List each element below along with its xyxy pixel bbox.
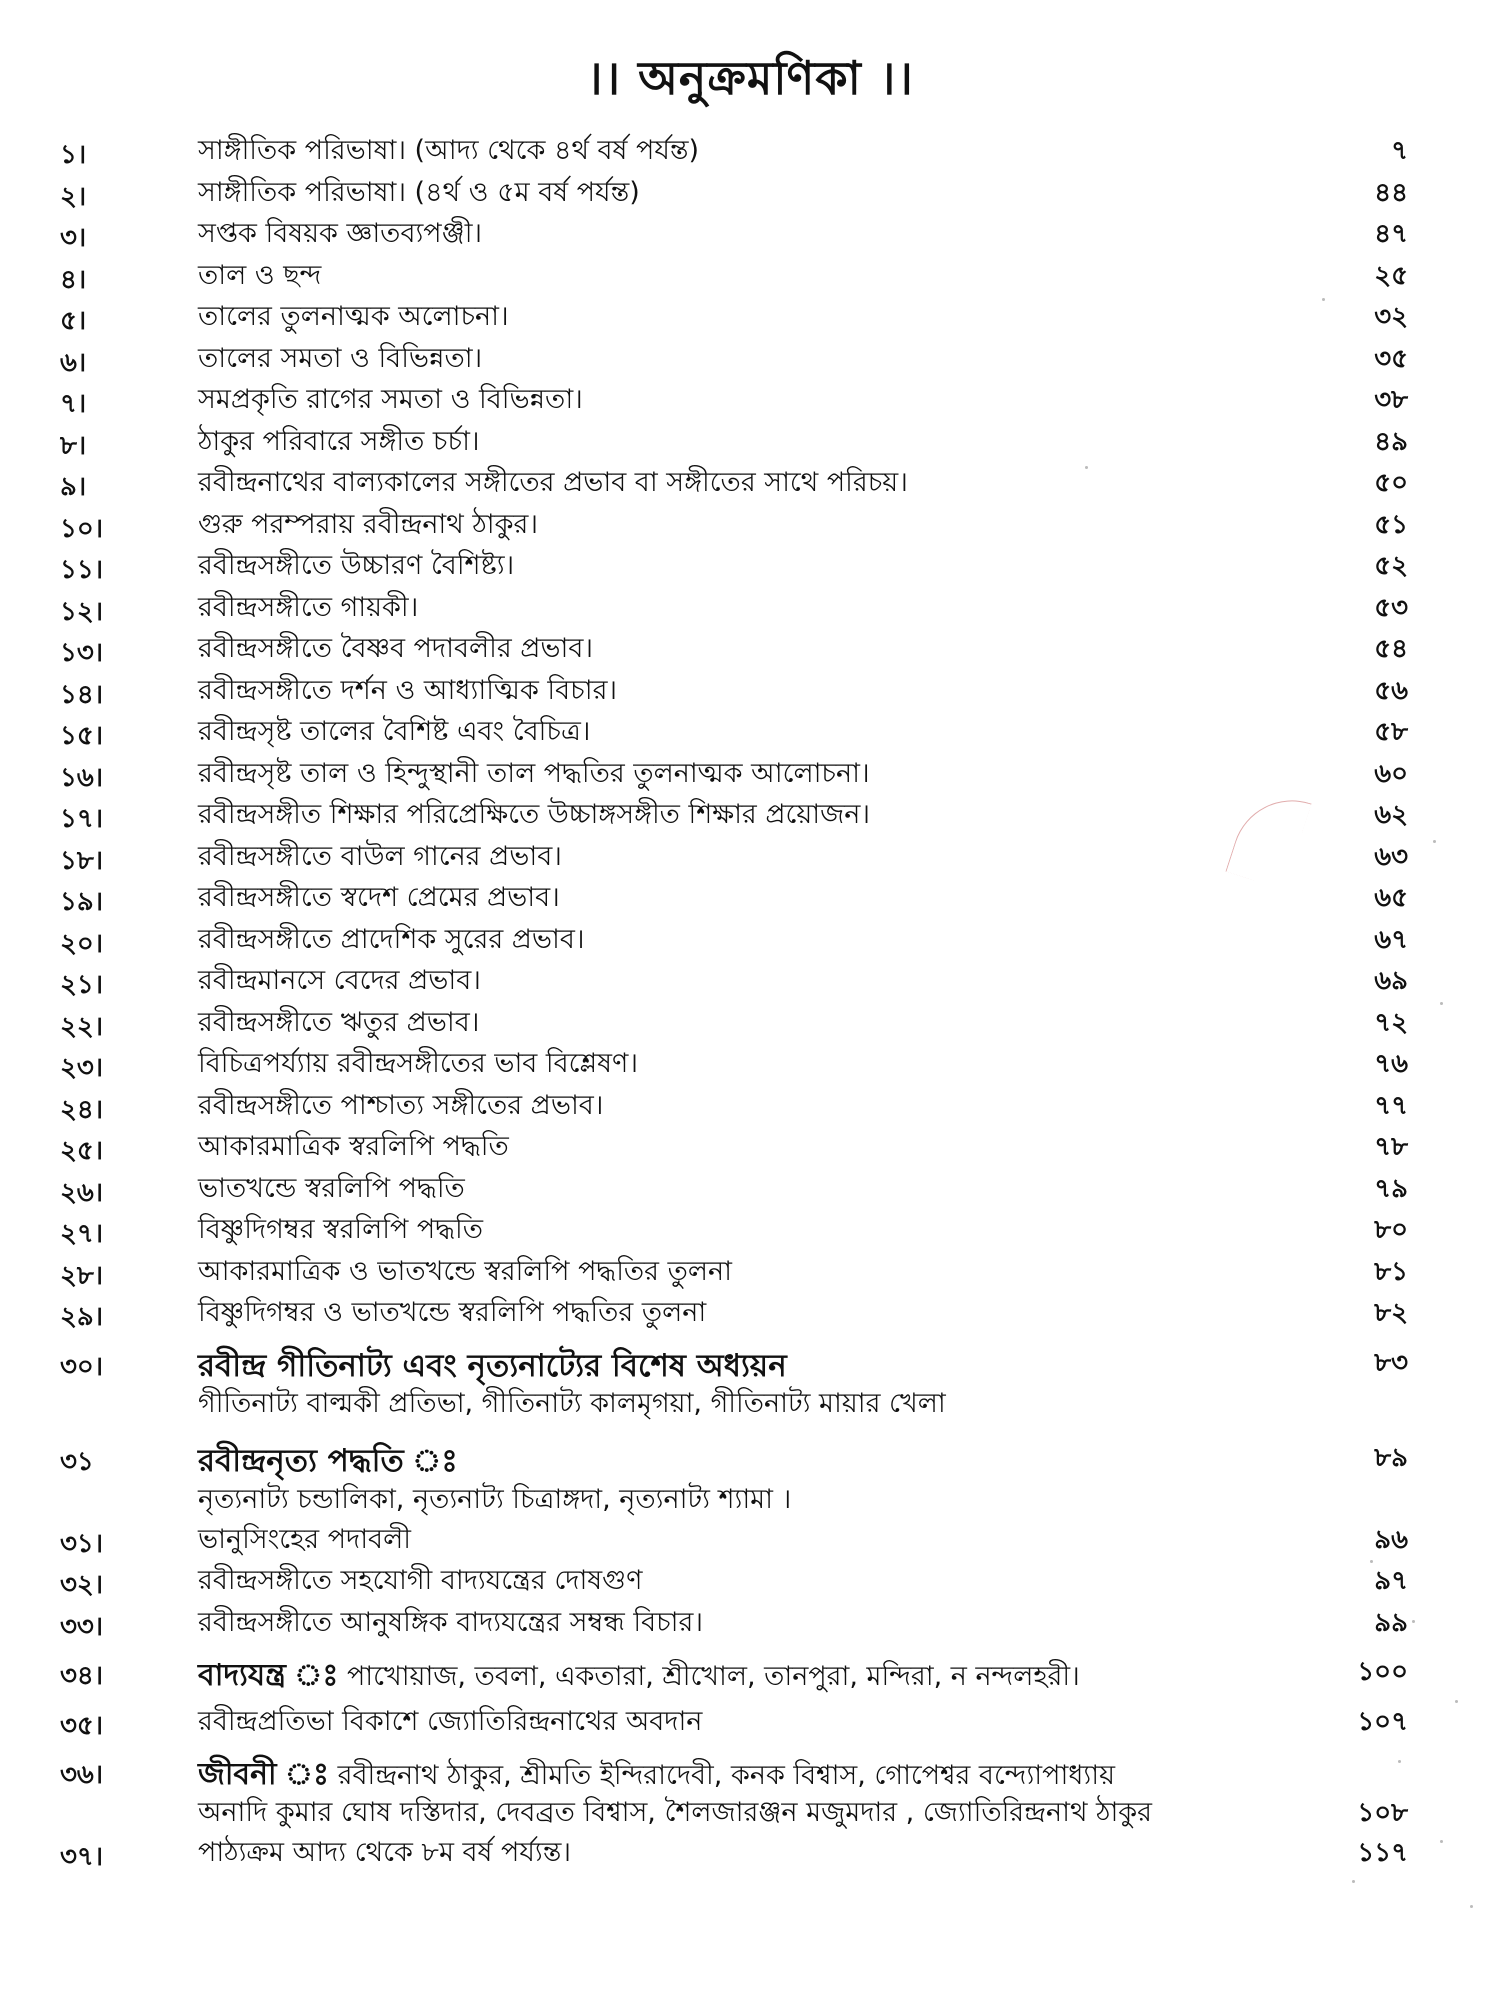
entry-page: ৪৯: [1374, 426, 1408, 457]
entry-page: ৬৩: [1374, 841, 1408, 872]
entry-number: ২৪।: [60, 1094, 104, 1125]
entry-page: ৬০: [1374, 758, 1408, 789]
toc-subrow: [0, 1479, 1500, 1519]
toc-row: [0, 1292, 1500, 1334]
entry-page: ৭৮: [1374, 1132, 1408, 1162]
entry-number: ৪।: [60, 264, 87, 295]
entry-title: সাঙ্গীতিক পরিভাষা। (৪র্থ ও ৫ম বর্ষ পর্যন্ত): [198, 176, 640, 208]
toc-row: [0, 1701, 1500, 1743]
entry-number: ১৪।: [60, 679, 104, 710]
entry-detail: পাখোয়াজ, তবলা, একতারা, শ্রীখোল, তানপুরা, মন্দিরা, ন নন্দলহরী।: [346, 1661, 1080, 1692]
entry-title: আকারমাত্রিক ও ভাতখন্ডে স্বরলিপি পদ্ধতির তুলনা: [198, 1255, 732, 1287]
toc-row: [0, 753, 1500, 795]
entry-title: রবীন্দ্রসঙ্গীতে বৈষ্ণব পদাবলীর প্রভাব।: [198, 633, 594, 664]
entry-title: ভাতখন্ডে স্বরলিপি পদ্ধতি: [198, 1172, 465, 1204]
entry-page: ৩৫: [1374, 343, 1408, 374]
entry-subtitle: গীতিনাট্য বাল্মকী প্রতিভা, গীতিনাট্য কালমৃগয়া, গীতিনাট্য মায়ার খেলা: [198, 1388, 946, 1419]
toc-row: [0, 960, 1500, 1002]
table-of-contents: [0, 130, 1500, 1873]
entry-title: রবীন্দ্রসঙ্গীত শিক্ষার পরিপ্রেক্ষিতে উচ্চাঙ্গসঙ্গীত শিক্ষার প্রয়োজন।: [198, 799, 871, 830]
entry-lead: জীবনী ঃ: [198, 1757, 330, 1792]
entry-title: রবীন্দ্রসৃষ্ট তাল ও হিন্দুস্থানী তাল পদ্ধতির তুলনাত্মক আলোচনা।: [198, 757, 870, 789]
scan-speck: [1085, 466, 1088, 469]
entry-title: [198, 1651, 1278, 1702]
entry-number: ১২।: [60, 596, 104, 627]
entry-title: ভানুসিংহের পদাবলী: [198, 1523, 411, 1555]
entry-page: ৫৬: [1374, 675, 1408, 706]
toc-row: [0, 1085, 1500, 1127]
entry-number: ১৮।: [60, 845, 104, 876]
entry-number: ৩৫।: [60, 1710, 104, 1741]
toc-row: [0, 1126, 1500, 1168]
entry-page: ৯৭: [1374, 1566, 1408, 1596]
entry-page: ৫৮: [1374, 717, 1408, 747]
entry-page: ৬২: [1374, 800, 1408, 830]
toc-row: [0, 1168, 1500, 1210]
entry-title: রবীন্দ্রনৃত্য পদ্ধতি ঃ: [198, 1443, 458, 1479]
entry-title: তাল ও ছন্দ: [198, 259, 322, 291]
toc-row: [0, 379, 1500, 421]
entry-number: ১।: [60, 140, 87, 170]
toc-row-biography: [0, 1750, 1500, 1792]
entry-page: ৬৯: [1374, 966, 1408, 996]
toc-row: [0, 1251, 1500, 1293]
entry-number: ১১।: [60, 555, 104, 585]
toc-row: [0, 338, 1500, 380]
toc-subrow: [0, 1383, 1500, 1423]
entry-page: ৮৯: [1374, 1443, 1408, 1473]
entry-title: রবীন্দ্রসঙ্গীতে ঋতুর প্রভাব।: [198, 1006, 480, 1038]
entry-detail: রবীন্দ্রনাথ ঠাকুর, শ্রীমতি ইন্দিরাদেবী, কনক বিশ্বাস, গোপেশ্বর বন্দ্যোপাধ্যায়: [337, 1760, 1115, 1791]
toc-row: [0, 545, 1500, 587]
entry-number: ৩৩।: [60, 1611, 104, 1642]
entry-number: ২৩।: [60, 1053, 104, 1083]
entry-title: রবীন্দ্রসঙ্গীতে প্রাদেশিক সুরের প্রভাব।: [198, 923, 585, 955]
toc-row: [0, 587, 1500, 629]
entry-page: ৮০: [1374, 1215, 1408, 1245]
entry-title: রবীন্দ্রপ্রতিভা বিকাশে জ্যোতিরিন্দ্রনাথের অবদান: [198, 1705, 703, 1737]
entry-title: রবীন্দ্রসঙ্গীতে উচ্চারণ বৈশিষ্ট্য।: [198, 550, 515, 581]
toc-row-section-31: [0, 1437, 1500, 1479]
toc-row: [0, 213, 1500, 255]
toc-row: [0, 670, 1500, 712]
entry-title: রবীন্দ্র গীতিনাট্য এবং নৃত্যনাট্যের বিশেষ অধ্যয়ন: [198, 1347, 787, 1384]
entry-number: ২৯।: [60, 1302, 104, 1332]
entry-number: ৩৬।: [60, 1760, 104, 1790]
entry-page: ৭৯: [1374, 1173, 1408, 1204]
toc-row: [0, 172, 1500, 214]
entry-number: ৩১।: [60, 1528, 104, 1559]
entry-page: ৭৬: [1374, 1049, 1408, 1079]
toc-row: [0, 628, 1500, 670]
entry-number: ১৬।: [60, 762, 104, 793]
toc-row: [0, 504, 1500, 546]
entry-title: সমপ্রকৃতি রাগের সমতা ও বিভিন্নতা।: [198, 384, 583, 415]
entry-page: ৯৬: [1374, 1524, 1408, 1555]
scan-speck: [1455, 1700, 1458, 1703]
entry-title: রবীন্দ্রমানসে বেদের প্রভাব।: [198, 965, 481, 996]
scan-speck: [1322, 298, 1325, 301]
entry-number: ৩১: [60, 1447, 94, 1477]
entry-number: ৬।: [60, 347, 87, 378]
toc-row-section-30: [0, 1342, 1500, 1384]
entry-page: ৫১: [1374, 509, 1408, 540]
entry-lead: বাদ্যযন্ত্র ঃ: [198, 1658, 339, 1693]
entry-page: ১১৭: [1357, 1837, 1408, 1868]
entry-title: তালের সমতা ও বিভিন্নতা।: [198, 342, 483, 374]
entry-page: ৮১: [1374, 1256, 1408, 1287]
entry-page: ৪৪: [1374, 177, 1408, 208]
entry-page: ৪৭: [1374, 219, 1408, 249]
entry-title: সপ্তক বিষয়ক জ্ঞাতব্যপঞ্জী।: [198, 218, 483, 249]
entry-number: ৭।: [60, 389, 87, 419]
entry-number: ২০।: [60, 928, 104, 959]
toc-row: [0, 462, 1500, 504]
entry-title: রবীন্দ্রসঙ্গীতে বাউল গানের প্রভাব।: [198, 840, 562, 872]
entry-title: বিষ্ণুদিগম্বর স্বরলিপি পদ্ধতি: [198, 1214, 484, 1245]
entry-number: ১০।: [60, 513, 104, 544]
entry-number: ২৬।: [60, 1177, 104, 1208]
scan-speck: [1470, 1905, 1473, 1908]
entry-title: গুরু পরম্পরায় রবীন্দ্রনাথ ঠাকুর।: [198, 508, 538, 540]
toc-row: [0, 919, 1500, 961]
toc-row: [0, 421, 1500, 463]
entry-number: ৯।: [60, 472, 87, 502]
entry-title: আকারমাত্রিক স্বরলিপি পদ্ধতি: [198, 1131, 509, 1162]
entry-title: রবীন্দ্রসঙ্গীতে সহযোগী বাদ্যযন্ত্রের দোষগুণ: [198, 1565, 643, 1596]
entry-title: বিষ্ণুদিগম্বর ও ভাতখন্ডে স্বরলিপি পদ্ধতির তুলনা: [198, 1297, 707, 1328]
toc-row: [0, 1002, 1500, 1044]
entry-page: ৭২: [1374, 1007, 1408, 1038]
toc-row: [0, 130, 1500, 172]
entry-number: ৩২।: [60, 1570, 104, 1600]
scan-speck: [1440, 1840, 1443, 1843]
toc-row-instruments: [0, 1651, 1500, 1693]
toc-row: [0, 255, 1500, 297]
entry-title: ঠাকুর পরিবারে সঙ্গীত চর্চা।: [198, 425, 480, 457]
entry-title: রবীন্দ্রসঙ্গীতে দর্শন ও আধ্যাত্মিক বিচার।: [198, 674, 618, 706]
entry-number: ৩৪।: [60, 1661, 104, 1691]
entry-number: ২৭।: [60, 1219, 104, 1249]
entry-page: ৮৩: [1374, 1347, 1408, 1378]
scan-speck: [1398, 1760, 1401, 1763]
toc-row: [0, 1209, 1500, 1251]
scan-speck: [1370, 1560, 1373, 1563]
entry-title: সাঙ্গীতিক পরিভাষা। (আদ্য থেকে ৪র্থ বর্ষ পর্যন্ত): [198, 135, 700, 166]
toc-row: [0, 1043, 1500, 1085]
entry-page: ৬৫: [1374, 883, 1408, 913]
entry-number: ৩০।: [60, 1351, 104, 1382]
entry-number: ২৮।: [60, 1260, 104, 1291]
entry-number: ১৩।: [60, 638, 104, 668]
scan-speck: [1412, 1620, 1415, 1623]
entry-number: ৩।: [60, 223, 87, 253]
entry-page: ১০৭: [1357, 1706, 1408, 1737]
entry-page: ২৫: [1374, 260, 1408, 291]
entry-title: রবীন্দ্রসৃষ্ট তালের বৈশিষ্ট এবং বৈচিত্র।: [198, 716, 591, 747]
entry-page: ৫৩: [1374, 592, 1408, 623]
entry-number: ২।: [60, 181, 87, 212]
entry-page: ১০০: [1357, 1657, 1408, 1687]
entry-page: ৩২: [1374, 302, 1408, 332]
scan-speck: [1352, 1880, 1355, 1883]
entry-number: ১৫।: [60, 721, 104, 751]
entry-subtitle: অনাদি কুমার ঘোষ দস্তিদার, দেবব্রত বিশ্বাস, শৈলজারঞ্জন মজুমদার , জ্যোতিরিন্দ্রনাথ ঠাকুর: [198, 1796, 1153, 1828]
toc-row: [0, 1602, 1500, 1644]
entry-page: ৫৪: [1374, 634, 1408, 664]
entry-number: ৩৭।: [60, 1841, 104, 1872]
scan-speck: [1433, 840, 1436, 843]
entry-number: ২২।: [60, 1011, 104, 1042]
entry-title: রবীন্দ্রসঙ্গীতে পাশ্চাত্য সঙ্গীতের প্রভাব।: [198, 1089, 604, 1121]
entry-number: ২১।: [60, 970, 104, 1000]
entry-number: ১৯।: [60, 887, 104, 917]
entry-number: ৮।: [60, 430, 87, 461]
entry-page: ৬৭: [1374, 924, 1408, 955]
entry-page: ৭: [1391, 136, 1408, 166]
entry-title: বিচিত্রপর্য্যায় রবীন্দ্রসঙ্গীতের ভাব বিশ্লেষণ।: [198, 1048, 639, 1079]
entry-number: ২৫।: [60, 1136, 104, 1166]
toc-row: [0, 1832, 1500, 1874]
entry-page: ১০৮: [1357, 1797, 1408, 1828]
toc-row: [0, 296, 1500, 338]
toc-row: [0, 1560, 1500, 1602]
entry-title: তালের তুলনাত্মক অলোচনা।: [198, 301, 509, 332]
entry-page: ৫০: [1374, 468, 1408, 498]
entry-title: রবীন্দ্রসঙ্গীতে স্বদেশ প্রেমের প্রভাব।: [198, 882, 560, 913]
entry-page: ৩৮: [1374, 385, 1408, 415]
entry-title: রবীন্দ্রনাথের বাল্যকালের সঙ্গীতের প্রভাব বা সঙ্গীতের সাথে পরিচয়।: [198, 467, 908, 498]
entry-page: ৯৯: [1374, 1607, 1408, 1638]
toc-subrow: [0, 1792, 1500, 1832]
page-title: ।। অনুক্রমণিকা ।।: [586, 51, 914, 105]
entry-number: ৫।: [60, 306, 87, 336]
entry-title: পাঠ্যক্রম আদ্য থেকে ৮ম বর্ষ পর্য্যন্ত।: [198, 1836, 571, 1868]
entry-title: রবীন্দ্রসঙ্গীতে গায়কী।: [198, 591, 419, 623]
entry-number: ১৭।: [60, 804, 104, 834]
entry-page: ৮২: [1374, 1298, 1408, 1328]
entry-page: ৫২: [1374, 551, 1408, 581]
toc-row: [0, 711, 1500, 753]
scan-speck: [1440, 1002, 1443, 1005]
entry-page: ৭৭: [1374, 1090, 1408, 1121]
entry-subtitle: নৃত্যনাট্য চন্ডালিকা, নৃত্যনাট্য চিত্রাঙ্গদা, নৃত্যনাট্য শ্যামা ।: [198, 1483, 792, 1515]
toc-row: [0, 1519, 1500, 1561]
entry-title: রবীন্দ্রসঙ্গীতে আনুষঙ্গিক বাদ্যযন্ত্রের সম্বন্ধ বিচার।: [198, 1606, 704, 1638]
